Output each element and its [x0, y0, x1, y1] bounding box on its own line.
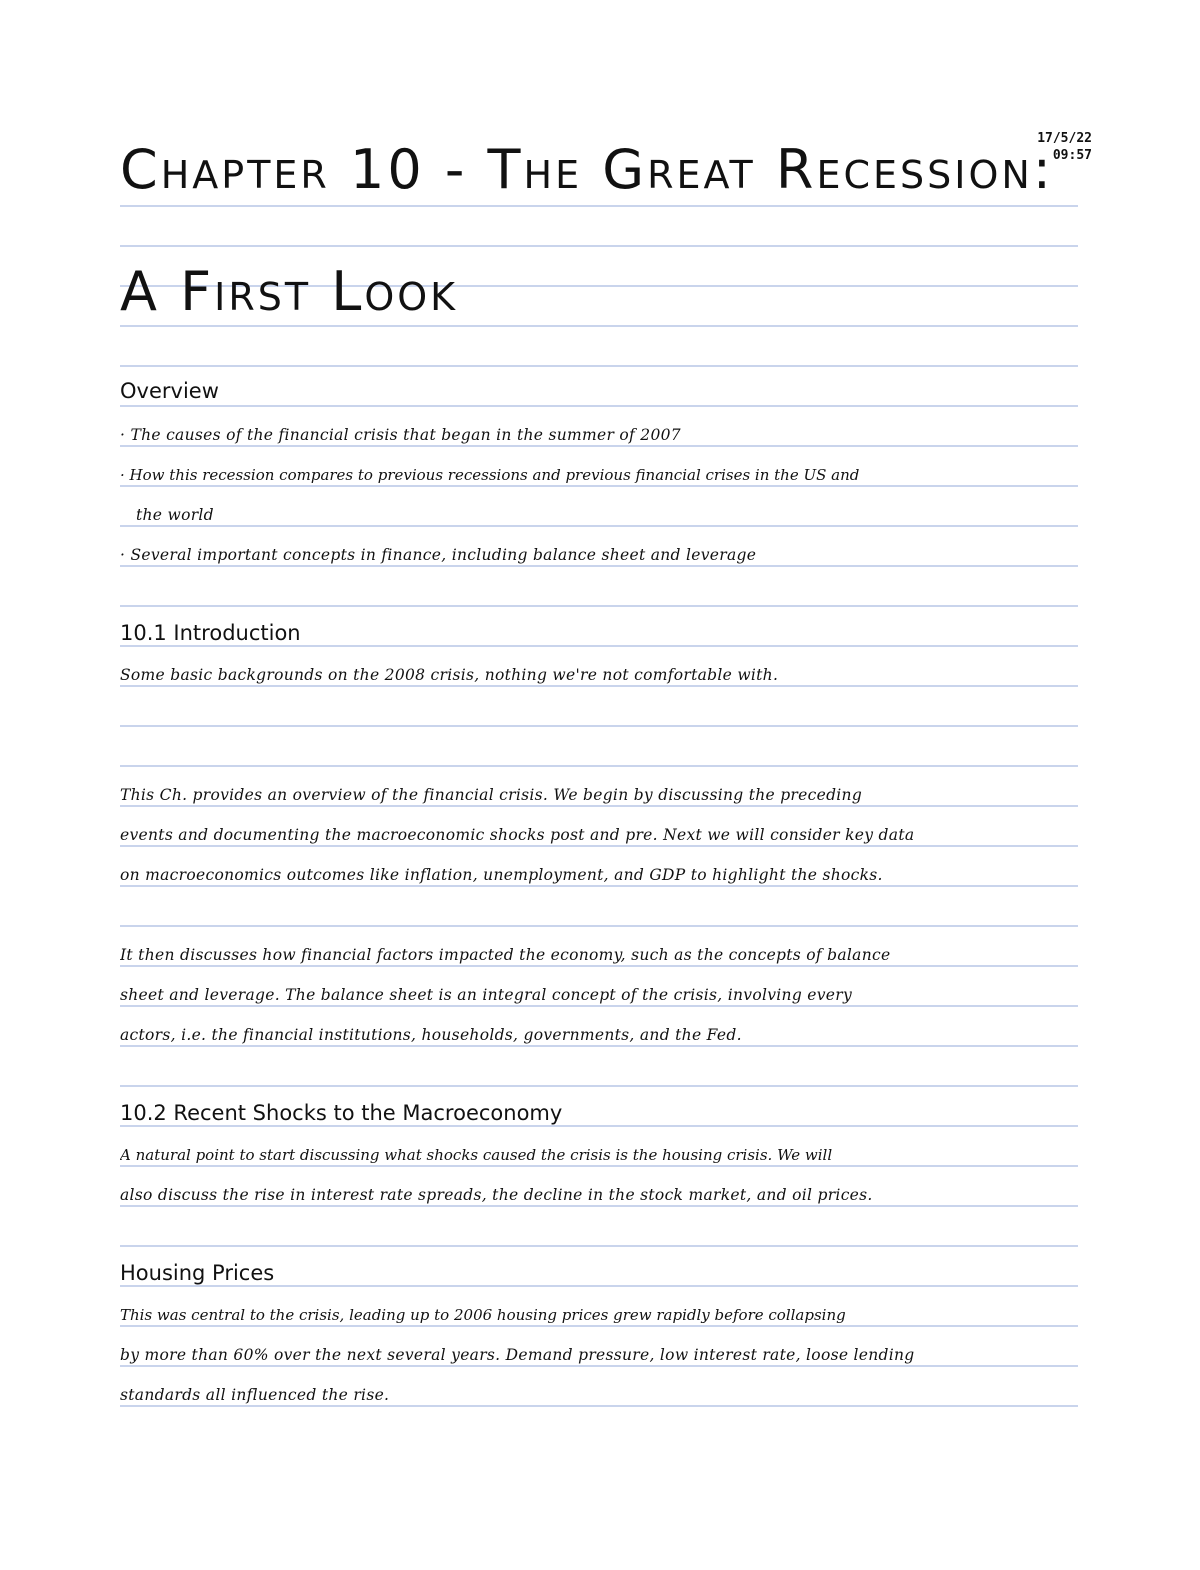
housing-prices-line: standards all influenced the rise.: [120, 1386, 390, 1404]
chapter-title-line-2: A First Look: [120, 262, 459, 322]
housing-prices-heading: Housing Prices: [120, 1261, 275, 1285]
section-10-2-line: A natural point to start discussing what shocks caused the crisis is the housing crisis. We will: [120, 1146, 833, 1164]
section-10-1-paragraph-3-line: sheet and leverage. The balance sheet is an integral concept of the crisis, involving every: [120, 986, 853, 1004]
chapter-title-line-1: Chapter 10 - The Great Recession:: [120, 140, 1054, 200]
housing-prices-line: This was central to the crisis, leading up to 2006 housing prices grew rapidly before collapsing: [120, 1306, 846, 1324]
overview-heading: Overview: [120, 379, 219, 403]
section-10-1-heading: 10.1 Introduction: [120, 621, 301, 645]
section-10-1-paragraph-3-line: actors, i.e. the financial institutions, households, governments, and the Fed.: [120, 1026, 742, 1044]
overview-bullet: · The causes of the financial crisis that began in the summer of 2007: [120, 426, 681, 444]
section-10-1-paragraph-2-line: This Ch. provides an overview of the financial crisis. We begin by discussing the preceding: [120, 786, 863, 804]
section-10-1-line: Some basic backgrounds on the 2008 crisis, nothing we're not comfortable with.: [120, 666, 779, 684]
overview-bullet: · How this recession compares to previous recessions and previous financial crises in the US and: [120, 466, 860, 484]
note-time: 09:57: [1052, 148, 1092, 163]
overview-bullet: · Several important concepts in finance, including balance sheet and leverage: [120, 546, 757, 564]
section-10-1-paragraph-2-line: events and documenting the macroeconomic shocks post and pre. Next we will consider key data: [120, 826, 915, 844]
section-10-1-paragraph-2-line: on macroeconomics outcomes like inflation, unemployment, and GDP to highlight the shocks.: [120, 866, 883, 884]
housing-prices-line: by more than 60% over the next several years. Demand pressure, low interest rate, loose lending: [120, 1346, 915, 1364]
note-date: 17/5/22: [1037, 131, 1092, 146]
overview-bullet-continuation: the world: [136, 506, 214, 524]
section-10-2-line: also discuss the rise in interest rate spreads, the decline in the stock market, and oil prices.: [120, 1186, 873, 1204]
section-10-2-heading: 10.2 Recent Shocks to the Macroeconomy: [120, 1101, 563, 1125]
section-10-1-paragraph-3-line: It then discusses how financial factors impacted the economy, such as the concepts of balance: [120, 946, 891, 964]
